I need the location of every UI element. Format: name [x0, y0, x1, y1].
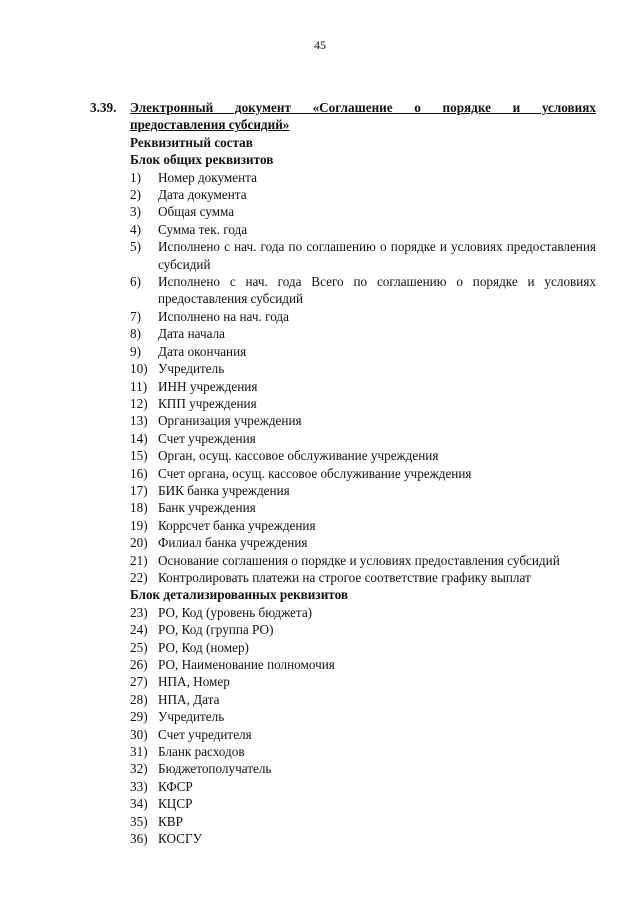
list-item [130, 273, 596, 308]
list-item-number: 26) [130, 657, 148, 672]
list-item-number: 12) [130, 395, 148, 411]
list-item-number: 7) [130, 308, 141, 324]
list-item-number: 20) [130, 535, 148, 551]
list-item-number: 27) [130, 674, 148, 690]
requisite-block [90, 586, 596, 847]
section-title [130, 99, 596, 134]
list-item [130, 743, 596, 760]
list-item [130, 569, 596, 586]
list-item-number: 28) [130, 691, 148, 707]
list-item-number: 21) [130, 552, 148, 568]
list-item-text: РО, Код (номер) [158, 639, 249, 655]
list-item-text: Общая сумма [158, 204, 235, 220]
list-item [130, 221, 596, 238]
list-item-text: НПА, Дата [158, 691, 220, 707]
block-title: Блок детализированных реквизитов [130, 587, 348, 603]
list-item-text: Бланк расходов [158, 744, 245, 760]
list-item-text: Основание соглашения о порядке и условиях предоставления субсидий [158, 552, 560, 568]
list-item-number: 9) [130, 343, 141, 359]
list-item [130, 604, 596, 621]
list-item [130, 726, 596, 743]
list-item-number: 3) [130, 204, 141, 220]
section-subtitle: Реквизитный состав [130, 134, 253, 150]
list-item-text: Дата окончания [158, 343, 247, 359]
list-item-text: Дата документа [158, 187, 247, 203]
list-item [130, 430, 596, 447]
list-item-number: 24) [130, 622, 148, 638]
document-section [90, 99, 596, 847]
list-item-text: Исполнено на нач. года [158, 308, 289, 324]
list-item-number: 16) [130, 465, 148, 481]
list-item-number: 10) [130, 361, 148, 377]
list-item-number: 23) [130, 604, 148, 620]
list-item-number: 1) [130, 169, 141, 185]
list-item-text: КФСР [158, 778, 193, 794]
list-item-text: РО, Наименование полномочия [158, 657, 335, 672]
list-item [130, 203, 596, 220]
requisite-blocks [90, 151, 596, 847]
list-item-text: Учредитель [158, 709, 225, 725]
list-item-text: Дата начала [158, 326, 225, 342]
list-item-text: Исполнено с нач. года Всего по соглашению о порядке и условиях предоставления субсидий [158, 274, 596, 307]
list-item [130, 830, 596, 847]
section-title-line: предоставления субсидий» [130, 117, 290, 133]
list-item [130, 412, 596, 429]
list-item [130, 395, 596, 412]
list-item-text: НПА, Номер [158, 674, 230, 690]
list-item-number: 15) [130, 448, 148, 464]
list-item [130, 343, 596, 360]
list-item [130, 639, 596, 656]
list-item [130, 169, 596, 186]
list-item [130, 656, 596, 673]
list-item-text: Счет органа, осущ. кассовое обслуживание учреждения [158, 465, 472, 481]
list-item-number: 33) [130, 778, 148, 794]
list-item-text: Организация учреждения [158, 413, 302, 429]
list-item-text: Учредитель [158, 361, 225, 377]
list-item-number: 17) [130, 482, 148, 498]
list-item [130, 778, 596, 795]
list-item-text: РО, Код (группа РО) [158, 622, 274, 638]
list-item-text: КЦСР [158, 796, 193, 812]
list-item [130, 325, 596, 342]
list-item-number: 6) [130, 274, 141, 290]
list-item-number: 2) [130, 187, 141, 203]
list-item-number: 29) [130, 709, 148, 725]
list-item-number: 22) [130, 569, 148, 585]
section-heading [90, 99, 596, 134]
list-item [130, 691, 596, 708]
page-number: 45 [314, 38, 326, 52]
list-item-number: 5) [130, 239, 141, 255]
list-item-text: Орган, осущ. кассовое обслуживание учреждения [158, 448, 439, 464]
list-item [130, 621, 596, 638]
list-item-number: 25) [130, 639, 148, 655]
list-item-text: Филиал банка учреждения [158, 535, 308, 551]
list-item [130, 465, 596, 482]
list-item-text: Банк учреждения [158, 500, 256, 516]
list-item [130, 813, 596, 830]
list-item [130, 517, 596, 534]
list-item [130, 447, 596, 464]
requisite-block [90, 151, 596, 586]
list-item-number: 4) [130, 221, 141, 237]
list-item [130, 499, 596, 516]
list-item-text: Коррсчет банка учреждения [158, 517, 316, 533]
list-item-text: ИНН учреждения [158, 378, 258, 394]
list-item-number: 14) [130, 430, 148, 446]
list-item [130, 760, 596, 777]
list-item-text: Счет учреждения [158, 430, 256, 446]
list-item [130, 795, 596, 812]
list-item-number: 30) [130, 726, 148, 742]
list-item [130, 534, 596, 551]
list-item [130, 708, 596, 725]
list-item-text: Счет учредителя [158, 726, 252, 742]
list-item [130, 482, 596, 499]
block-title: Блок общих реквизитов [130, 152, 274, 168]
list-item-number: 34) [130, 796, 148, 812]
list-item-number: 36) [130, 831, 148, 847]
list-item [130, 673, 596, 690]
list-item-number: 11) [130, 378, 148, 394]
list-item-number: 32) [130, 761, 148, 777]
list-item-text: Бюджетополучатель [158, 761, 272, 777]
list-item-number: 13) [130, 413, 148, 429]
list-item [130, 186, 596, 203]
list-item-number: 8) [130, 326, 141, 342]
list-item-text: КПП учреждения [158, 395, 257, 411]
list-item-text: РО, Код (уровень бюджета) [158, 604, 313, 620]
list-item-number: 18) [130, 500, 148, 516]
list-item-text: БИК банка учреждения [158, 482, 290, 498]
list-item-text: КОСГУ [158, 831, 202, 847]
section-title-line: Электронный документ «Соглашение о порядке и условиях [130, 100, 596, 115]
list-item [130, 378, 596, 395]
list-item [130, 360, 596, 377]
list-item-number: 35) [130, 813, 148, 829]
list-item [130, 308, 596, 325]
section-number: 3.39. [90, 100, 117, 115]
list-item-number: 19) [130, 517, 148, 533]
list-item-text: Исполнено с нач. года по соглашению о порядке и условиях предоставления субсидий [158, 239, 596, 272]
list-item-text: Номер документа [158, 169, 257, 185]
list-item [130, 238, 596, 273]
list-item-text: Контролировать платежи на строгое соответствие графику выплат [158, 569, 531, 585]
list-item-number: 31) [130, 744, 148, 760]
list-item [130, 552, 596, 569]
list-item-text: КВР [158, 813, 183, 829]
list-item-text: Сумма тек. года [158, 221, 248, 237]
